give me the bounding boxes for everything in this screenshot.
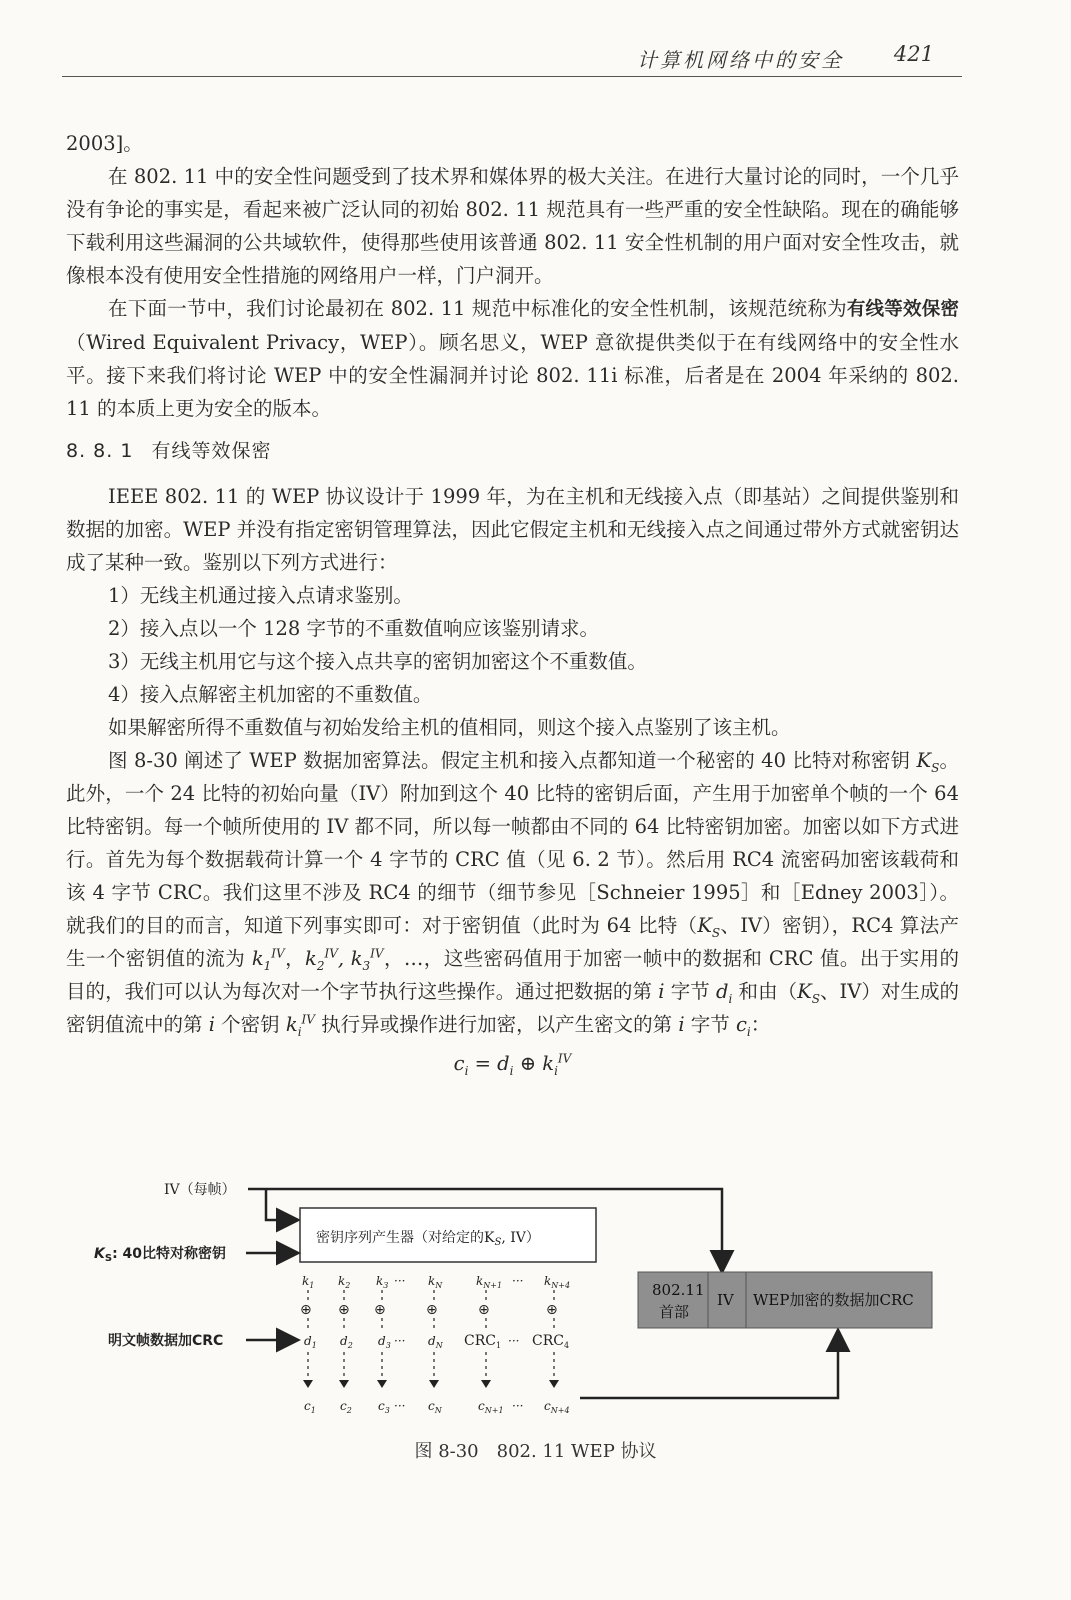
p2-text-c: （Wired Equivalent Privacy，WEP）。顾名思义，WEP 意欲提供类似于在有线网络中的安全性水平。接下来我们将讨论 WEP 中的安全性漏洞并讨论 802. 11i 标准，后者是在 2004 年采纳的 802. 11 的本质上更为安全的版本。 <box>66 331 959 420</box>
p5-text-j: 执行异或操作进行加密，以产生密文的第 <box>314 1013 679 1036</box>
svg-text:cN+4: $c_{N+4}$ <box>544 1399 570 1415</box>
p5-text-i: 个密钥 <box>214 1013 286 1036</box>
symbol-ks: $K_S$ <box>697 914 721 940</box>
cipher-row <box>304 1399 570 1415</box>
symbol-i: i <box>658 980 665 1003</box>
packet-payload-label: WEP加密的数据加CRC <box>753 1291 914 1309</box>
svg-text:···: ··· <box>512 1274 524 1288</box>
p5-text-g: 和由（ <box>732 980 798 1003</box>
svg-text:cN+1: $c_{N+1}$ <box>478 1399 504 1415</box>
list-item: 1）无线主机通过接入点请求鉴别。 <box>108 584 413 607</box>
key-kN1: $k_{N+1}$ <box>476 1274 503 1290</box>
symbol-ks: $K_S$ <box>916 749 940 775</box>
symbol-i: i <box>208 1013 215 1036</box>
svg-text:···: ··· <box>394 1399 406 1413</box>
svg-text:d2: $d_2$ <box>340 1334 353 1350</box>
iv-to-keygen-arrow <box>266 1189 296 1220</box>
svg-text:···: ··· <box>508 1334 520 1348</box>
paragraph-5 <box>66 744 959 1041</box>
p5-text-f: 字节 <box>664 980 716 1003</box>
wep-diagram-svg <box>90 1158 970 1438</box>
p5-text-b: 。此外，一个 24 比特的初始向量（IV）附加到这个 40 比特的密钥后面，产生用于加密单个帧的一个 64 比特密钥。每一个帧所使用的 IV 都不同，所以每一帧都由不同的 64 比特密钥加密。加密以如下方式进行。首先为每个数据载荷计算一个 4 字节的 CRC 值（见 6. 2 节）。然后用 RC4 流密码加密该载荷和该 4 字节 CRC。我们这里不涉及 RC4 的细节（细节参见［Schneier 1995］和［Edney 2003］）。就我们的目的而言，知道下列事实即可：对于密钥值（此时为 64 比特（ <box>66 749 959 937</box>
svg-text:c3: $c_3$ <box>378 1399 390 1415</box>
symbol-ki: $k_i^{IV}$ <box>285 1012 315 1039</box>
symbol-ci: $c_i$ <box>736 1013 751 1039</box>
section-heading <box>66 435 959 468</box>
svg-text:dN: $d_N$ <box>428 1334 443 1350</box>
p5-text-l: ： <box>750 1013 771 1036</box>
svg-text:⊕: ⊕ <box>546 1302 558 1318</box>
svg-text:⊕: ⊕ <box>300 1302 312 1318</box>
svg-text:d3: $d_3$ <box>378 1334 391 1350</box>
p5-text-k: 字节 <box>684 1013 736 1036</box>
key-kN: $k_N$ <box>428 1274 443 1290</box>
paragraph-2 <box>66 292 959 425</box>
p5-text-d: ， <box>284 947 306 970</box>
svg-text:···: ··· <box>394 1334 406 1348</box>
svg-text:⊕: ⊕ <box>374 1302 386 1318</box>
paragraph-continuation: 2003]。 <box>66 132 143 155</box>
p2-text-a: 在下面一节中，我们讨论最初在 802. 11 规范中标准化的安全性机制，该规范统称为 <box>108 297 847 320</box>
svg-text:⊕: ⊕ <box>338 1302 350 1318</box>
body-text <box>66 127 959 1080</box>
column-arrowheads <box>303 1380 559 1388</box>
symbol-k1: $k_1^{IV}$ <box>251 946 285 973</box>
packet-iv-label: IV <box>717 1291 734 1309</box>
plaintext-label: 明文帧数据加CRC <box>108 1333 224 1349</box>
svg-text:CRC1: $CRC_1$ <box>464 1333 502 1350</box>
svg-text:c2: $c_2$ <box>340 1399 352 1415</box>
section-title: 有线等效保密 <box>151 440 272 462</box>
key-kN4: $k_{N+4}$ <box>544 1274 571 1290</box>
svg-text:⊕: ⊕ <box>478 1302 490 1318</box>
keygen-label: 密钥序列产生器（对给定的$K_S$, IV） <box>316 1230 540 1248</box>
iv-label: IV（每帧） <box>164 1182 236 1198</box>
wep-diagram <box>90 1158 970 1438</box>
figure-caption: 图 8-30 802. 11 WEP 协议 <box>414 1441 657 1462</box>
section-number: 8. 8. 1 <box>66 440 134 462</box>
svg-text:d1: $d_1$ <box>304 1334 317 1350</box>
xor-formula: $c_i = d_i$ ⊕ $k_i^{IV}$ <box>453 1051 572 1078</box>
key-k1: $k_1$ <box>302 1274 315 1290</box>
header-title: 计算机网络中的安全 <box>637 48 844 72</box>
xor-row <box>300 1302 558 1318</box>
cipher-output-arrow <box>580 1332 838 1398</box>
paragraph-1: 在 802. 11 中的安全性问题受到了技术界和媒体界的极大关注。在进行大量讨论的同时，一个几乎没有争论的事实是，看起来被广泛认同的初始 802. 11 规范具有一些严重的安全性缺陷。现在的确能够下载利用这些漏洞的公共域软件，使得那些使用该普通 802. 11 安全性机制的用户面对安全性攻击，就像根本没有使用安全性措施的网络用户一样，门户洞开。 <box>66 165 959 287</box>
svg-text:⊕: ⊕ <box>426 1302 438 1318</box>
list-item: 4）接入点解密主机加密的不重数值。 <box>108 683 433 706</box>
svg-text:···: ··· <box>512 1399 524 1413</box>
p5-text-a: 图 8-30 阐述了 WEP 数据加密算法。假定主机和接入点都知道一个秘密的 40 比特对称密钥 <box>108 749 917 772</box>
svg-text:···: ··· <box>394 1274 406 1288</box>
key-k3: $k_3$ <box>376 1274 389 1290</box>
symbol-ks: $K_S$ <box>797 980 820 1006</box>
symbol-di: $d_i$ <box>716 980 733 1006</box>
svg-text:首部: 首部 <box>659 1303 690 1321</box>
svg-text:CRC4: $CRC_4$ <box>532 1333 570 1350</box>
p5-text-c: 、IV）密钥），RC4 算法产生一个密钥值的流为 <box>66 914 959 970</box>
svg-text:cN: $c_N$ <box>428 1399 442 1415</box>
p5-text-e: ，…，这些密码值用于加密一帧中的数据和 CRC 值。出于实用的目的，我们可以认为每次对一个字节执行这些操作。通过把数据的第 <box>66 947 959 1003</box>
key-row <box>302 1274 570 1290</box>
symbol-k2-k3: $k_2^{IV}$, $k_3^{IV}$ <box>305 946 384 973</box>
list-item: 3）无线主机用它与这个接入点共享的密钥加密这个不重数值。 <box>108 650 647 673</box>
page-number: 421 <box>893 42 934 66</box>
ks-label: $K_S$: 40比特对称密钥 <box>94 1246 227 1264</box>
paragraph-3: IEEE 802. 11 的 WEP 协议设计于 1999 年，为在主机和无线接入点（即基站）之间提供鉴别和数据的加密。WEP 并没有指定密钥管理算法，因此它假定主机和无线接入点之间通过带外方式就密钥达成了某种一致。鉴别以下列方式进行： <box>66 485 959 574</box>
symbol-i: i <box>678 1013 685 1036</box>
key-k2: $k_2$ <box>338 1274 351 1290</box>
data-row <box>304 1333 569 1350</box>
paragraph-4: 如果解密所得不重数值与初始发给主机的值相同，则这个接入点鉴别了该主机。 <box>108 716 791 739</box>
list-item: 2）接入点以一个 128 字节的不重数值响应该鉴别请求。 <box>108 617 600 640</box>
p5-text-h: 、IV）对生成的密钥值流中的第 <box>66 980 959 1036</box>
wep-term: 有线等效保密 <box>846 299 959 320</box>
running-header <box>62 40 962 77</box>
packet-header-label: 802.11 <box>652 1281 705 1299</box>
svg-text:c1: $c_1$ <box>304 1399 316 1415</box>
